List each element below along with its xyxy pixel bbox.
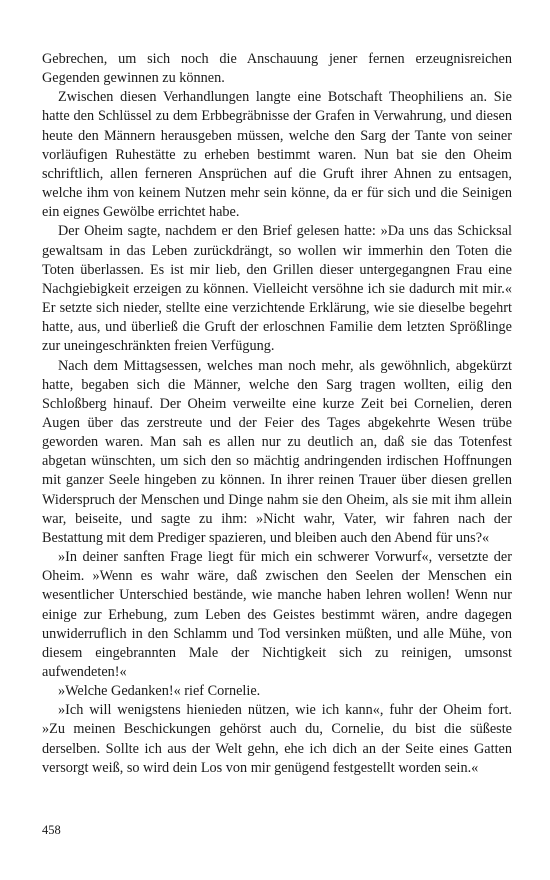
page-number: 458	[42, 823, 61, 837]
paragraph-4: Nach dem Mittagsessen, welches man noch mehr, als gewöhnlich, abgekürzt hatte, begaben sich die Männer, welche den Sarg tragen wollten, eilig den Schloßberg hinauf. Der Oheim verweilte eine kurze Zeit bei Cornelien, deren Augen über das zerstreute und der Feier des Tages abgekehrte Wesen trübe geworden waren. Man sah es allen nur zu deutlich an, daß sie das Totenfest abgetan wünschten, um sich den so mächtig andringenden irdischen Hoffnungen mit ganzer Seele hingeben zu können. In ihrer reinen Trauer über diesen grellen Widerspruch der Menschen und Dinge nahm sie den Oheim, als sie mit ihm allein war, beiseite, und sagte zu ihm: »Nicht wahr, Vater, wir fahren nach der Bestattung mit dem Prediger spazieren, und bleiben auch den Abend für uns?«	[42, 357, 512, 546]
paragraph-5: »In deiner sanften Frage liegt für mich ein schwerer Vorwurf«, versetzte der Oheim. »Wenn es wahr wäre, daß zwischen den Seelen der Menschen ein wesentlicher Unterschied bestände, wie manche haben lehren wollen! Wenn nur einige zur Erhebung, zum Leben des Geistes bestimmt wären, andre dagegen unwiderruflich in den Schlamm und Tod versinken müßten, und alle Mühe, von diesem eingebrannten Male der Nichtigkeit sich zu reinigen, umsonst aufwendeten!«	[42, 549, 512, 680]
paragraph-7: »Ich will wenigstens hienieden nützen, wie ich kann«, fuhr der Oheim fort. »Zu meinen Beschickungen gehörst auch du, Cornelie, du bist die süßeste derselben. Sollte ich aus der Welt gehn, ehe ich dich an der Seite eines Gatten versorgt weiß, so wird dein Los von mir genügend festgestellt worden sein.«	[42, 702, 512, 776]
paragraph-1: Gebrechen, um sich noch die Anschauung jener fernen erzeugnisreichen Gegenden gewinnen zu können.	[42, 51, 512, 87]
paragraph-6: »Welche Gedanken!« rief Cornelie.	[58, 683, 261, 700]
page-body	[42, 50, 512, 778]
paragraph-3: Der Oheim sagte, nachdem er den Brief gelesen hatte: »Da uns das Schicksal gewaltsam in das Leben zurückdrängt, so wollen wir immerhin den Toten die Toten überlassen. Es ist mir lieb, den Grillen dieser untergegangnen Frau eine Nachgiebigkeit erzeigen zu können. Vielleicht versöhne ich sie dadurch mit mir.« Er setzte sich nieder, stellte eine verzichtende Erklärung, wie sie dieselbe begehrt hatte, aus, und überließ die Gruft der erloschnen Familie dem letzten Sprößlinge zur uneingeschränkten freien Verfügung.	[42, 223, 512, 355]
paragraph-2: Zwischen diesen Verhandlungen langte eine Botschaft Theophiliens an. Sie hatte den Schlüssel zu dem Erbbegräbnisse der Grafen in Verwahrung, und diesen heute den Männern herausgeben müssen, welche den Sarg der Tante von seiner vorläufigen Ruhestätte zu erheben bestimmt waren. Nun bat sie den Oheim schriftlich, allen ferneren Ansprüchen auf die Gruft ihrer Ahnen zu entsagen, welche ihm von keinem Nutzen mehr sein könne, da er für sich und die Seinigen ein eignes Gewölbe errichtet habe.	[42, 89, 512, 221]
